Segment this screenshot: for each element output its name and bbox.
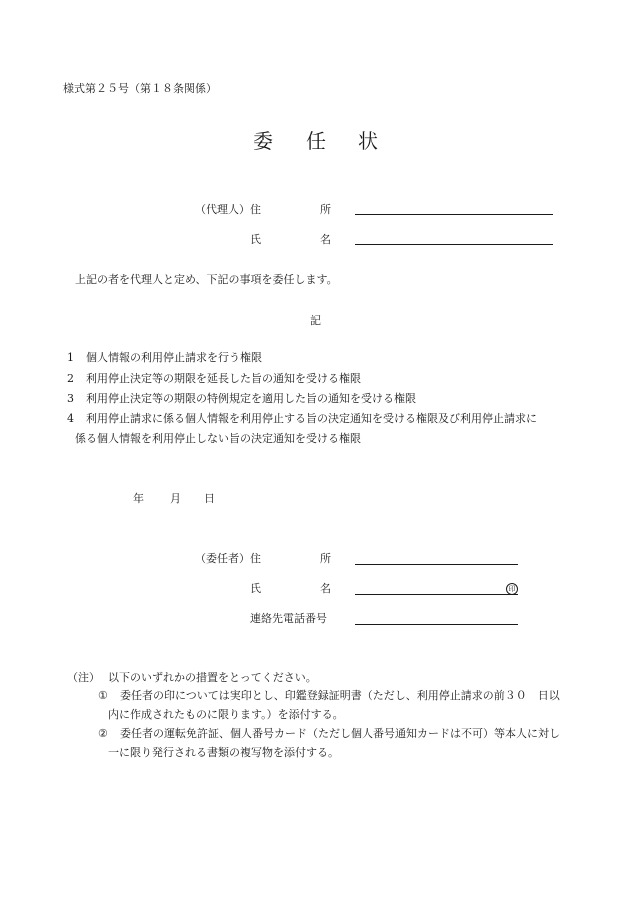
note-mark: ②: [98, 727, 108, 740]
principal-name-label-2: 名: [320, 582, 331, 595]
item-number: 3: [67, 392, 74, 405]
agent-address-label-2: 所: [320, 203, 331, 216]
title-char-3: 状: [358, 129, 378, 153]
principal-address-field[interactable]: [355, 564, 518, 565]
note-line: 内に作成されたものに限ります。）を添付する。: [108, 708, 344, 721]
item-number: 1: [67, 351, 74, 364]
intro-text: 上記の者を代理人と定め、下記の事項を委任します。: [75, 273, 338, 286]
ki-heading: 記: [310, 314, 321, 327]
item-text: 個人情報の利用停止請求を行う権限: [86, 351, 262, 364]
note-line: 委任者の運転免許証、個人番号カード（ただし個人番号通知カードは不可）等本人に対し: [120, 727, 560, 740]
principal-address-label-2: 所: [320, 552, 331, 565]
principal-role-label: （委任者）: [195, 552, 250, 565]
agent-address-field[interactable]: [355, 214, 553, 215]
agent-name-field[interactable]: [355, 244, 553, 245]
principal-phone-label: 連絡先電話番号: [250, 612, 327, 625]
note-mark: ①: [98, 689, 108, 702]
item-number: 4: [67, 412, 74, 425]
agent-address-label-1: 住: [250, 203, 261, 216]
principal-phone-field[interactable]: [355, 624, 518, 625]
item-text-continuation: 係る個人情報を利用停止しない旨の決定通知を受ける権限: [75, 432, 361, 445]
principal-name-field[interactable]: [355, 594, 518, 595]
item-text: 利用停止決定等の期限を延長した旨の通知を受ける権限: [86, 372, 361, 385]
note-line: 一に限り発行される書類の複写物を添付する。: [108, 746, 339, 759]
item-number: 2: [67, 372, 74, 385]
principal-address-label-1: 住: [250, 552, 261, 565]
form-number: 様式第２５号（第１８条関係）: [63, 82, 217, 95]
date-day: 日: [204, 492, 215, 505]
agent-role-label: （代理人）: [195, 203, 250, 216]
agent-name-label-2: 名: [320, 233, 331, 246]
agent-name-label-1: 氏: [250, 233, 261, 246]
title-char-2: 任: [306, 129, 326, 153]
item-text: 利用停止請求に係る個人情報を利用停止する旨の決定通知を受ける権限及び利用停止請求に: [86, 412, 537, 425]
title-char-1: 委: [253, 129, 273, 153]
item-text: 利用停止決定等の期限の特例規定を適用した旨の通知を受ける権限: [86, 392, 416, 405]
seal-mark: 印: [506, 583, 518, 595]
principal-name-label-1: 氏: [250, 582, 261, 595]
notes-lead: 以下のいずれかの措置をとってください。: [108, 671, 317, 684]
date-year: 年: [133, 492, 144, 505]
note-line: 委任者の印については実印とし、印鑑登録証明書（ただし、利用停止請求の前３０ 日以: [120, 689, 560, 702]
date-month: 月: [170, 492, 181, 505]
notes-label: （注）: [67, 671, 100, 684]
